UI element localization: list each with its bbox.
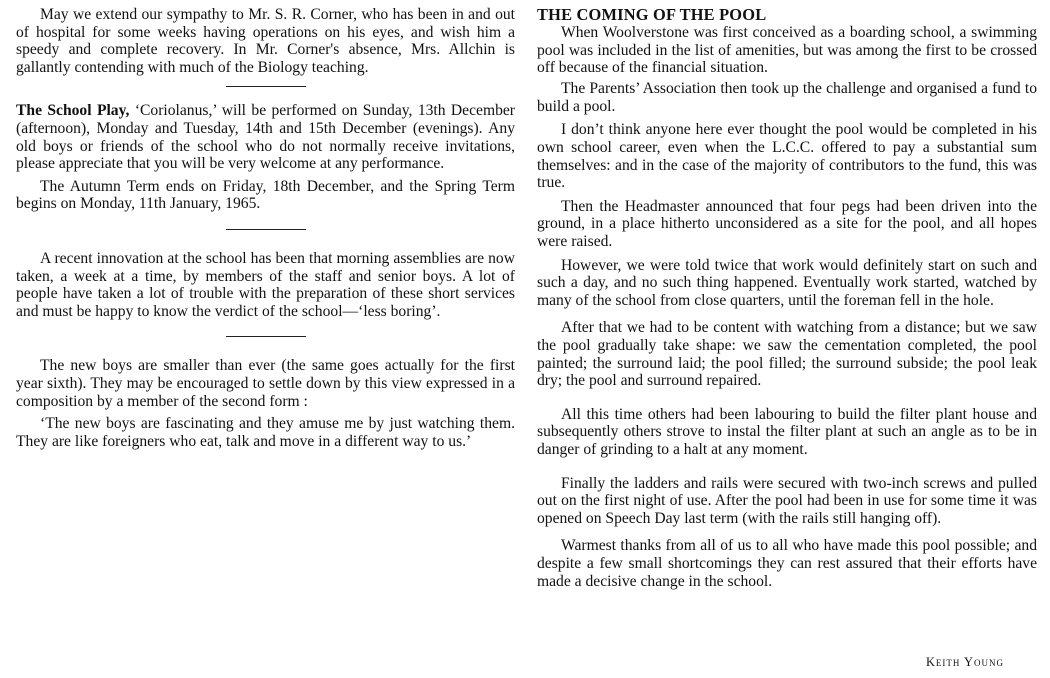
new-boys-quote: ‘The new boys are fascinating and they amuse me by just watching them. They are like foreigners who eat, talk and move in a different way to us.’ [16, 415, 515, 450]
author-signature: Keith Young [925, 655, 1004, 669]
article-title: THE COMING OF THE POOL [537, 5, 767, 24]
article-paragraph: However, we were told twice that work would definitely start on such and such a day, and no such thing happened. Eventually work started, watched by many of the school from close quarters, until the foreman fell in the hole. [537, 256, 1037, 309]
school-play-text: ‘Coriolanus,’ will be performed on Sunday, 13th December (afternoon), Monday and Tuesday, 14th and 15th December (evenings). Any old boys or friends of the school who do not normally receive invitations, please appreciate that you will be very welcome at any performance. [16, 102, 515, 173]
article-paragraph: After that we had to be content with watching from a distance; but we saw the pool gradually take shape: we saw the cementation completed, the pool painted; the surround laid; the pool filled; the surround subside; the pool leak dry; the pool and surround repaired. [537, 319, 1037, 390]
section-rule [226, 86, 306, 87]
school-play-heading: The School Play, [16, 102, 130, 120]
article-paragraph: Warmest thanks from all of us to all who have made this pool possible; and despite a few small shortcomings they can rest assured that their efforts have made a decisive change in the school. [537, 537, 1037, 590]
new-boys-paragraph: The new boys are smaller than ever (the same goes actually for the first year sixth). They may be encouraged to settle down by this view expressed in a composition by a member of the second form : [16, 357, 515, 410]
school-play-paragraph [16, 102, 515, 172]
section-rule [226, 229, 306, 230]
section-rule [226, 336, 306, 337]
article-paragraph: Then the Headmaster announced that four pegs had been driven into the ground, in a place hitherto unconsidered as a site for the pool, and all hopes were raised. [537, 197, 1037, 251]
article-paragraph: I don’t think anyone here ever thought the pool would be completed in his own school career, even when the L.C.C. offered to pay a substantial sum themselves: and in the case of the majority of contributors to the fund, this was true. [537, 121, 1037, 192]
assemblies-paragraph: A recent innovation at the school has been that morning assemblies are now taken, a week at a time, by members of the staff and senior boys. A lot of people have taken a lot of trouble with the preparation of these short services and must be happy to know the verdict of the school—‘less boring’. [16, 249, 515, 320]
left-column [16, 6, 515, 450]
article-paragraph: When Woolverstone was first conceived as a boarding school, a swimming pool was included in the list of amenities, but was among the first to be crossed off because of the financial situation. [537, 24, 1037, 77]
right-column [537, 6, 1037, 590]
term-dates-paragraph: The Autumn Term ends on Friday, 18th December, and the Spring Term begins on Monday, 11th January, 1965. [16, 177, 515, 213]
article-paragraph: The Parents’ Association then took up the challenge and organised a fund to build a pool. [537, 80, 1037, 115]
article-paragraph: Finally the ladders and rails were secured with two-inch screws and pulled out on the first night of use. After the pool had been in use for some time it was opened on Speech Day last term (with the rails still hanging off). [537, 474, 1037, 527]
sympathy-paragraph: May we extend our sympathy to Mr. S. R. Corner, who has been in and out of hospital for some weeks having operations on his eyes, and wish him a speedy and complete recovery. In Mr. Corner's absence, Mrs. Allchin is gallantly contending with much of the Biology teaching. [16, 6, 515, 76]
article-paragraph: All this time others had been labouring to build the filter plant house and subsequently others strove to instal the filter plant at such an angle as to be in danger of grinding to a halt at any moment. [537, 405, 1037, 458]
